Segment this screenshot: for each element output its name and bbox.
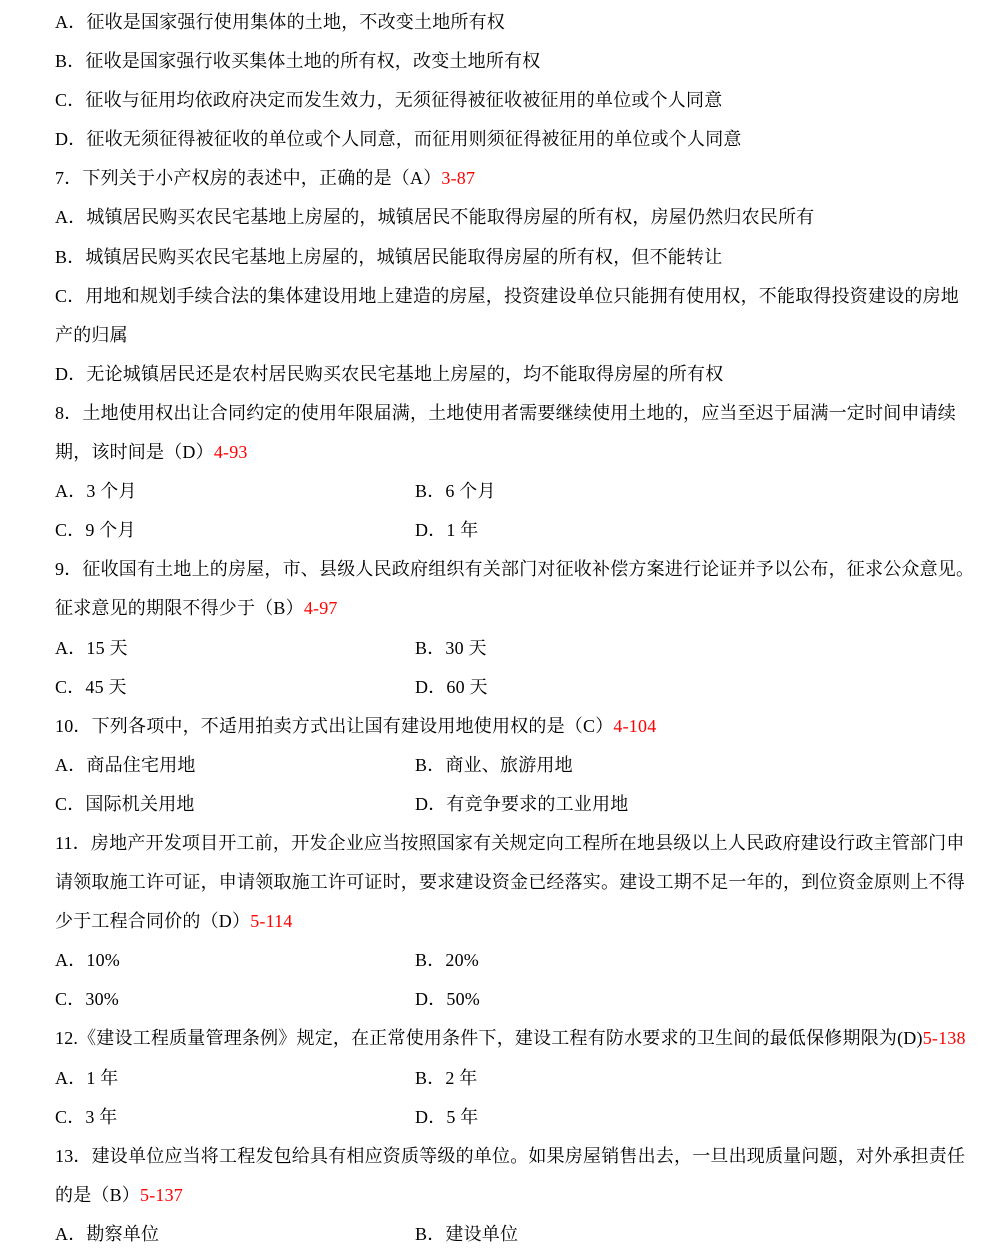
option-second-column (415, 980, 480, 1019)
option-row (0, 120, 992, 159)
options-pair-row (0, 980, 992, 1019)
option-second-column (415, 472, 496, 511)
text-segment: A．勘察单位 (55, 1223, 160, 1244)
option-row (0, 238, 992, 277)
option-second-column (415, 511, 479, 550)
text-segment: 7．下列关于小产权房的表述中，正确的是（A） (55, 168, 442, 189)
text-segment: 12.《建设工程质量管理条例》规定，在正常使用条件下，建设工程有防水要求的卫生间的最低保修期限为(D) (55, 1028, 923, 1049)
text-segment: B．征收是国家强行收买集体土地的所有权，改变土地所有权 (55, 51, 541, 72)
options-pair-row (0, 785, 992, 824)
text-segment: D．60 天 (415, 676, 488, 697)
text-segment: 少于工程合同价的（D） (55, 911, 251, 932)
answer-reference: 4-97 (303, 598, 338, 619)
text-segment: D．1 年 (415, 520, 479, 541)
text-segment: B．6 个月 (415, 481, 496, 502)
question-row (0, 394, 992, 433)
options-pair-row (0, 511, 992, 550)
text-segment: D．无论城镇居民还是农村居民购买农民宅基地上房屋的，均不能取得房屋的所有权 (55, 363, 724, 384)
text-segment: 请领取施工许可证，申请领取施工许可证时，要求建设资金已经落实。建设工期不足一年的，到位资金原则上不得 (55, 872, 965, 893)
text-segment: D．有竞争要求的工业用地 (415, 793, 629, 814)
continuation-row (0, 433, 992, 472)
text-segment: 10．下列各项中，不适用拍卖方式出让国有建设用地使用权的是（C） (55, 715, 614, 736)
text-segment: A．3 个月 (55, 481, 137, 502)
answer-reference: 5-114 (250, 911, 293, 932)
text-segment: B．城镇居民购买农民宅基地上房屋的，城镇居民能取得房屋的所有权，但不能转让 (55, 246, 723, 267)
question-row (0, 1137, 992, 1176)
text-segment: 征求意见的期限不得少于（B） (55, 598, 304, 619)
text-segment: C．征收与征用均依政府决定而发生效力，无须征得被征收被征用的单位或个人同意 (55, 90, 723, 111)
text-segment: 期，该时间是（D） (55, 442, 214, 463)
options-pair-row (0, 1098, 992, 1137)
text-segment: 13．建设单位应当将工程发包给具有相应资质等级的单位。如果房屋销售出去，一旦出现质量问题，对外承担责任 (55, 1145, 966, 1166)
text-segment: C．3 年 (55, 1106, 118, 1127)
answer-reference: 4-93 (213, 442, 248, 463)
text-segment: A．10% (55, 950, 120, 971)
text-segment: 9．征收国有土地上的房屋，市、县级人民政府组织有关部门对征收补偿方案进行论证并予以公布，征求公众意见。 (55, 559, 975, 580)
options-pair-row (0, 668, 992, 707)
text-segment: B．2 年 (415, 1067, 478, 1088)
question-row (0, 159, 992, 198)
text-segment: D．5 年 (415, 1106, 479, 1127)
question-row (0, 707, 992, 746)
option-second-column (415, 1215, 518, 1254)
text-segment: C．用地和规划手续合法的集体建设用地上建造的房屋，投资建设单位只能拥有使用权，不能取得投资建设的房地 (55, 285, 960, 306)
text-segment: 产的归属 (55, 324, 128, 345)
text-segment: B．商业、旅游用地 (415, 754, 573, 775)
continuation-row (0, 902, 992, 941)
text-segment: B．20% (415, 950, 479, 971)
options-pair-row (0, 1059, 992, 1098)
text-segment: B．30 天 (415, 637, 487, 658)
text-segment: C．国际机关用地 (55, 793, 195, 814)
option-second-column (415, 941, 479, 980)
text-segment: C．45 天 (55, 676, 127, 697)
option-row (0, 355, 992, 394)
options-pair-row (0, 629, 992, 668)
text-segment: C．30% (55, 989, 119, 1010)
answer-reference: 4-104 (613, 715, 657, 736)
text-segment: 11．房地产开发项目开工前，开发企业应当按照国家有关规定向工程所在地县级以上人民政府建设行政主管部门申 (55, 832, 965, 853)
option-second-column (415, 746, 573, 785)
option-second-column (415, 1059, 478, 1098)
text-segment: A．1 年 (55, 1067, 119, 1088)
option-row (0, 198, 992, 237)
option-row (0, 277, 992, 316)
question-list (0, 3, 992, 1254)
options-pair-row (0, 1215, 992, 1254)
options-pair-row (0, 472, 992, 511)
text-segment: D．征收无须征得被征收的单位或个人同意，而征用则须征得被征用的单位或个人同意 (55, 129, 742, 150)
text-segment: 8．土地使用权出让合同约定的使用年限届满，土地使用者需要继续使用土地的，应当至迟于届满一定时间申请续 (55, 402, 956, 423)
options-pair-row (0, 941, 992, 980)
option-row (0, 42, 992, 81)
answer-reference: 5-138 (922, 1028, 966, 1049)
text-segment: A．城镇居民购买农民宅基地上房屋的，城镇居民不能取得房屋的所有权，房屋仍然归农民所有 (55, 207, 815, 228)
continuation-row (0, 1176, 992, 1215)
option-second-column (415, 1098, 479, 1137)
option-second-column (415, 629, 487, 668)
option-row (0, 81, 992, 120)
text-segment: A．征收是国家强行使用集体的土地，不改变土地所有权 (55, 12, 505, 32)
text-segment: A．15 天 (55, 637, 128, 658)
continuation-row (0, 863, 992, 902)
option-second-column (415, 668, 488, 707)
continuation-row (0, 589, 992, 628)
option-row (0, 3, 992, 42)
question-row (0, 550, 992, 589)
options-pair-row (0, 746, 992, 785)
text-segment: D．50% (415, 989, 480, 1010)
question-row (0, 1019, 992, 1058)
answer-reference: 5-137 (140, 1184, 184, 1205)
text-segment: C．9 个月 (55, 520, 136, 541)
option-second-column (415, 785, 628, 824)
text-segment: A．商品住宅用地 (55, 754, 196, 775)
question-row (0, 824, 992, 863)
continuation-row (0, 316, 992, 355)
text-segment: 的是（B） (55, 1184, 141, 1205)
answer-reference: 3-87 (441, 168, 476, 189)
text-segment: B．建设单位 (415, 1223, 519, 1244)
